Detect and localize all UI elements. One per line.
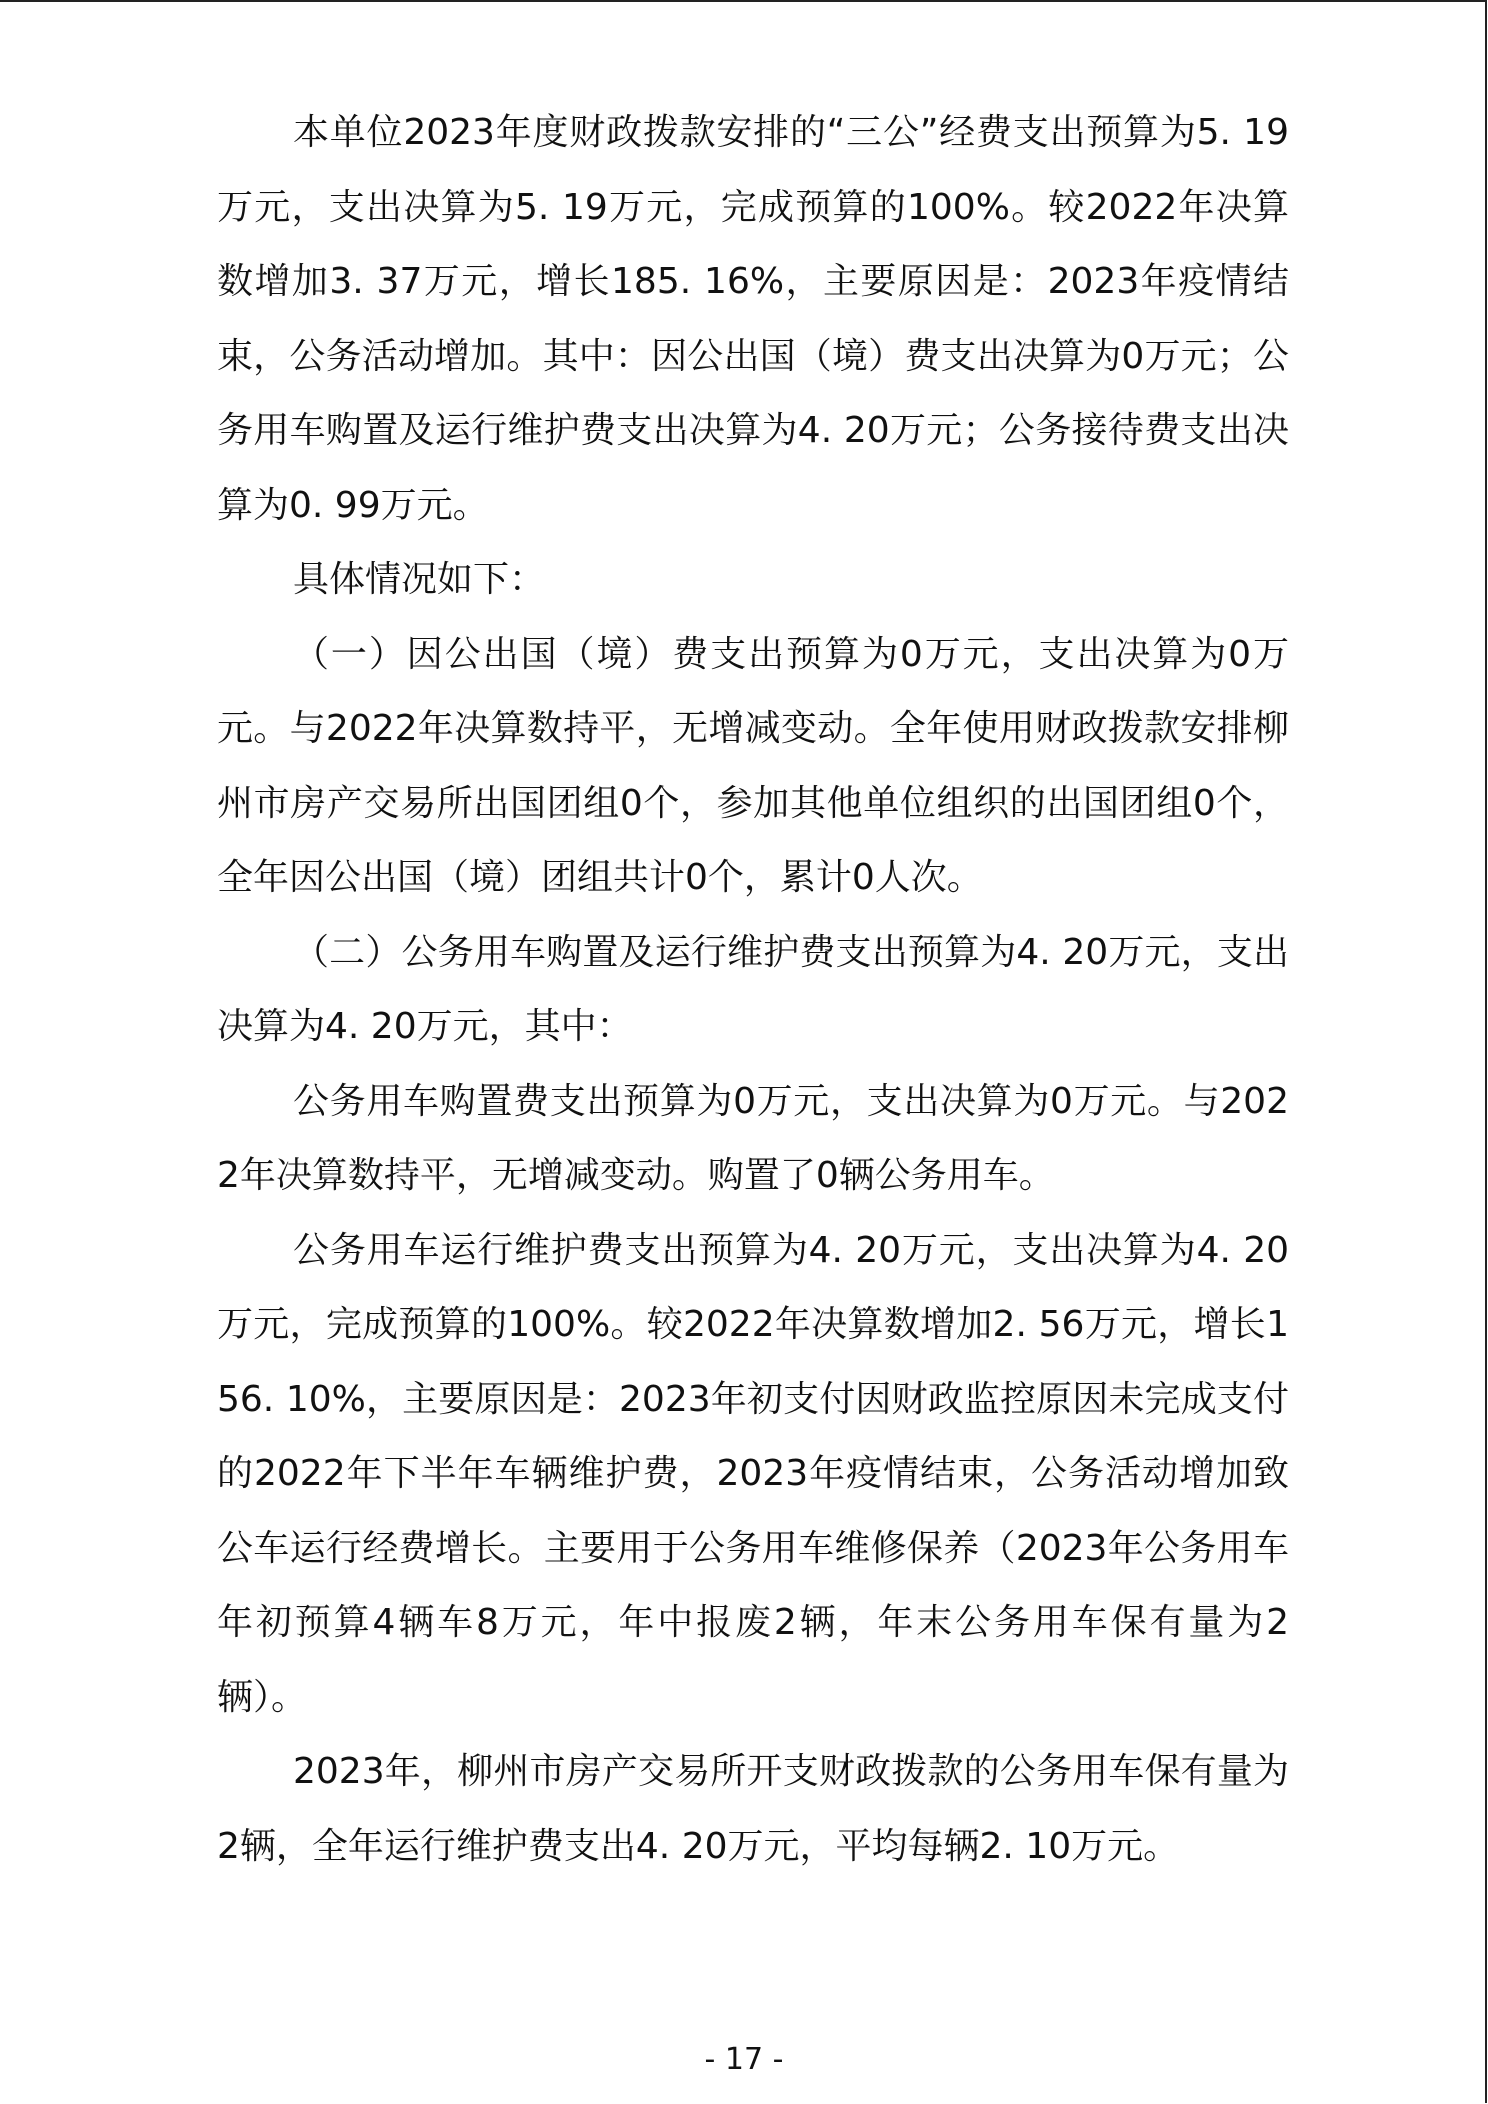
paragraph-vehicle-total: （二）公务用车购置及运行维护费支出预算为4. 20万元，支出决算为4. 20万元，其中： bbox=[217, 931, 1289, 1047]
paragraph-intro: 具体情况如下： bbox=[293, 559, 546, 600]
document-body bbox=[217, 96, 1289, 1884]
paragraph-overseas-travel: （一）因公出国（境）费支出预算为0万元，支出决算为0万元。与2022年决算数持平，无增减变动。全年使用财政拨款安排柳州市房产交易所出国团组0个，参加其他单位组织的出国团组0个，全年因公出国（境）团组共计0个，累计0人次。 bbox=[217, 633, 1289, 898]
page-number: - 17 - bbox=[704, 2042, 784, 2077]
paragraph-vehicle-purchase: 公务用车购置费支出预算为0万元，支出决算为0万元。与2022年决算数持平，无增减变动。购置了0辆公务用车。 bbox=[217, 1080, 1289, 1196]
paragraph-summary: 本单位2023年度财政拨款安排的“三公”经费支出预算为5. 19万元，支出决算为5. 19万元，完成预算的100%。较2022年决算数增加3. 37万元，增长185. 16%，主要原因是：2023年疫情结束，公务活动增加。其中：因公出国（境）费支出决算为0万元；公务用车购置及运行维护费支出决算为4. 20万元；公务接待费支出决算为0. 99万元。 bbox=[217, 112, 1289, 526]
paragraph-vehicle-count: 2023年，柳州市房产交易所开支财政拨款的公务用车保有量为2辆，全年运行维护费支出4. 20万元，平均每辆2. 10万元。 bbox=[217, 1751, 1289, 1867]
paragraph-vehicle-maintenance: 公务用车运行维护费支出预算为4. 20万元，支出决算为4. 20万元，完成预算的100%。较2022年决算数增加2. 56万元，增长156. 10%，主要原因是：2023年初支付因财政监控原因未完成支付的2022年下半年车辆维护费，2023年疫情结束，公务活动增加致公车运行经费增长。主要用于公务用车维修保养（2023年公务用车年初预算4辆车8万元，年中报废2辆，年末公务用车保有量为2辆）。 bbox=[217, 1229, 1289, 1718]
